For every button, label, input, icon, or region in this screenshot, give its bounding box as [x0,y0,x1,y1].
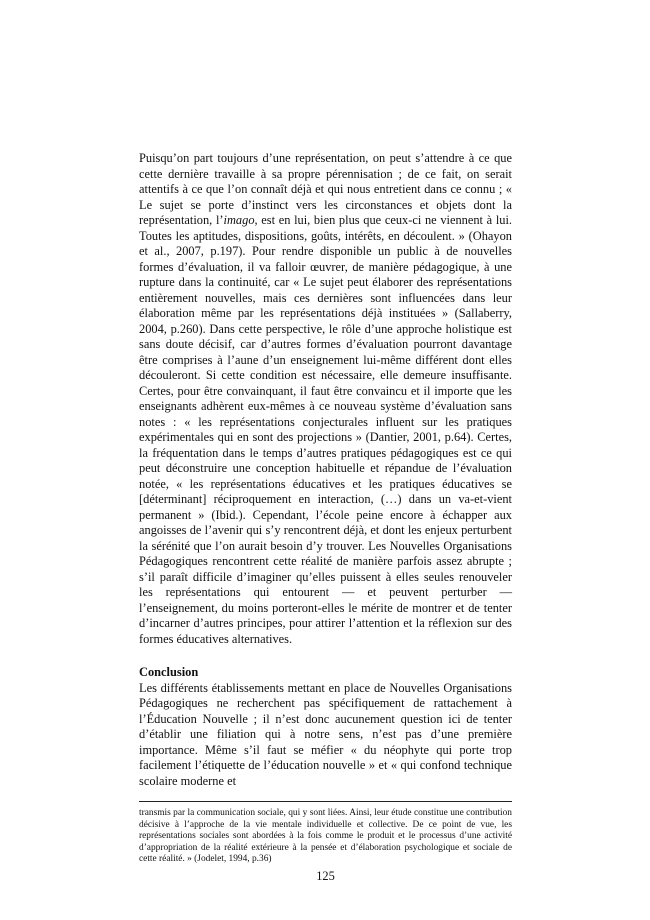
page-number: 125 [316,868,335,883]
conclusion-heading: Conclusion [139,665,199,679]
conclusion-paragraph: Les différents établissements mettant en place de Nouvelles Organisations Pédagogiques ne recherchent pas spécifiquement de rattachement à l’Éducation Nouvelle ; il n’est donc aucunement question ici de tenter d’établir une filiation qui à notre sens, n’est pas d’une première importance. Même s’il faut se méfier « du néophyte qui porte trop facilement l’étiquette de l’éducation nouvelle » et « qui confond technique scolaire moderne et [139,680,512,788]
footnote-divider [139,801,512,802]
imago-term: imago [223,213,255,227]
body-paragraph [139,151,512,647]
body-text-part-1: Puisqu’on part toujours d’une représentation, on peut s’attendre à ce que cette dernière travaille à sa propre pérennisation ; de ce fait, on serait attentifs à ce que l’on connaît déjà et qui nous entretient dans ce connu ; « Le sujet se porte d’instinct vers les circonstances et objets dont la représentation, l’ [139,151,512,227]
page-content [139,151,512,883]
body-text-part-2: , est en lui, bien plus que ceux-ci ne viennent à lui. Toutes les aptitudes, dispositions, goûts, intérêts, en découlent. » (Ohayon et al., 2007, p.197). Pour rendre disponible un public à de nouvelles formes d’évaluation, il va falloir œuvrer, de manière pédagogique, à une rupture dans la continuité, car « Le sujet peut élaborer des représentations entièrement nouvelles, mais ces dernières sont influencées dans leur élaboration même par les représentations déjà instituées » (Sallaberry, 2004, p.260). Dans cette perspective, le rôle d’une approche holistique est sans doute décisif, car d’autres formes d’évaluation pourront davantage être comprises à l’aune d’un enseignement lui-même différent dont elles découleront. Si cette condition est nécessaire, elle demeure insuffisante. Certes, pour être convainquant, il faut être convaincu et il importe que les enseignants adhèrent eux-mêmes à ce nouveau système d’évaluation sans notes : « les représentations conjecturales influent sur les pratiques expérimentales qui en sont des projections » (Dantier, 2001, p.64). Certes, la fréquentation dans le temps d’autres pratiques pédagogiques est ce qui peut déconstruire une conception habituelle et répandue de l’évaluation notée, « les représentations éducatives et les pratiques éducatives se [déterminant] réciproquement en interaction, (…) dans un va-et-vient permanent » (Ibid.). Cependant, l’école peine encore à échapper aux angoisses de l’avenir qui s’y rencontrent déjà, et dont les enjeux perturbent la sérénité que l’on aurait besoin d’y trouver. Les Nouvelles Organisations Pédagogiques rencontrent cette réalité de manière parfois assez abrupte ; s’il paraît difficile d’imaginer qu’elles puissent à elles seules renouveler les représentations qui entourent — et peuvent perturber — l’enseignement, du moins porteront-elles le mérite de montrer et de tenter d’incarner d’autres principes, pour attirer l’attention et la réflexion sur des formes éducatives alternatives. [139,213,513,646]
footnote-text: transmis par la communication sociale, qui y sont liées. Ainsi, leur étude constitue une contribution décisive à l’approche de la vie mentale individuelle et collective. De ce point de vue, les représentations sociales sont abordées à la fois comme le produit et le processus d’une activité d’appropriation de la réalité extérieure à la pensée et d’élaboration psychologique et sociale de cette réalité. » (Jodelet, 1994, p.36) [139,808,512,864]
